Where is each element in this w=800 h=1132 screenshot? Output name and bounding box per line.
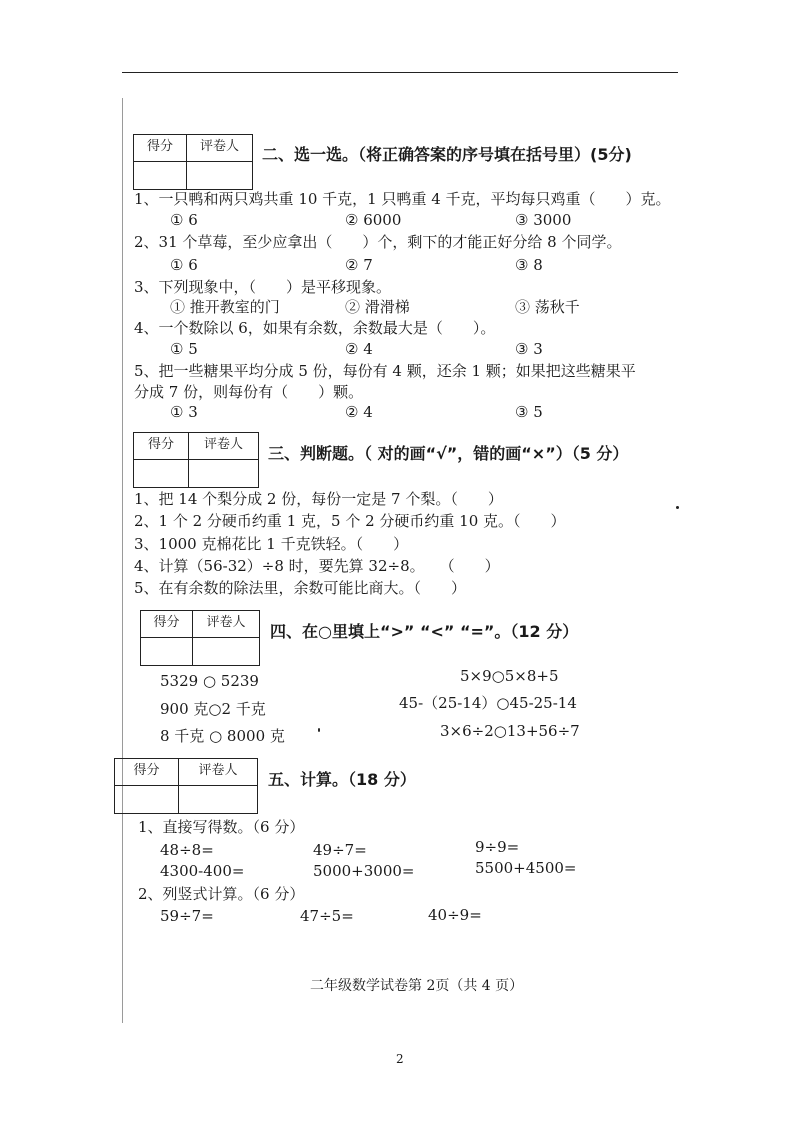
option: ② 4 <box>345 340 373 358</box>
score-cell <box>134 162 187 189</box>
grader-label: 评卷人 <box>187 135 252 162</box>
option: ③ 3000 <box>515 211 572 229</box>
score-box <box>140 610 260 666</box>
section-3-title: 三、判断题。（ 对的画“√”，错的画“×”）（5 分） <box>268 444 629 463</box>
option: ② 6000 <box>345 211 402 229</box>
score-label: 得分 <box>141 611 193 638</box>
calc-item: 48÷8= <box>160 841 214 859</box>
compare-item: 5329 ○ 5239 <box>160 672 259 690</box>
calc-item: 9÷9= <box>475 838 520 856</box>
calc-item: 4300-400= <box>160 862 245 880</box>
scan-speck <box>318 728 320 732</box>
question: 2、31 个草莓，至少应拿出（ ）个，剩下的才能正好分给 8 个同学。 <box>134 233 622 251</box>
true-false-item: 1、把 14 个梨分成 2 份，每份一定是 7 个梨。（ ） <box>134 490 503 508</box>
section-5-title: 五、计算。（18 分） <box>268 770 416 789</box>
question: 5、把一些糖果平均分成 5 份，每份有 4 颗，还余 1 颗；如果把这些糖果平 <box>134 362 636 380</box>
option: ① 6 <box>170 211 198 229</box>
option: ① 5 <box>170 340 198 358</box>
score-label: 得分 <box>115 759 179 786</box>
calc-item: 40÷9= <box>428 906 482 924</box>
true-false-item: 3、1000 克棉花比 1 千克铁轻。（ ） <box>134 535 409 553</box>
compare-item: 8 千克 ○ 8000 克 <box>160 727 285 745</box>
calc-item: 5000+3000= <box>313 862 415 880</box>
calc-item: 49÷7= <box>313 841 367 859</box>
score-cell <box>141 638 193 665</box>
true-false-item: 5、在有余数的除法里，余数可能比商大。（ ） <box>134 579 467 597</box>
score-box <box>133 134 253 190</box>
page-number: 2 <box>396 1052 404 1066</box>
subsection-title: 1、直接写得数。（6 分） <box>138 818 305 836</box>
score-box <box>133 432 259 488</box>
option: ③ 荡秋千 <box>515 298 580 316</box>
option: ① 推开教室的门 <box>170 298 280 316</box>
question: 1、一只鸭和两只鸡共重 10 千克，1 只鸭重 4 千克，平均每只鸡重（ ）克。 <box>134 190 671 208</box>
option: ② 7 <box>345 256 373 274</box>
true-false-item: 2、1 个 2 分硬币约重 1 克，5 个 2 分硬币约重 10 克。（ ） <box>134 512 566 530</box>
calc-item: 5500+4500= <box>475 859 577 877</box>
option: ② 4 <box>345 403 373 421</box>
score-label: 得分 <box>134 135 187 162</box>
option: ③ 8 <box>515 256 543 274</box>
calc-item: 47÷5= <box>300 907 354 925</box>
option: ① 6 <box>170 256 198 274</box>
option: ① 3 <box>170 403 198 421</box>
page-footer: 二年级数学试卷第 2页（共 4 页） <box>310 978 524 994</box>
score-label: 得分 <box>134 433 189 460</box>
question: 4、一个数除以 6，如果有余数，余数最大是（ ）。 <box>134 319 496 337</box>
question-continued: 分成 7 份，则每份有（ ）颗。 <box>134 383 364 401</box>
score-cell <box>134 460 189 487</box>
scan-edge-line <box>122 98 123 1023</box>
true-false-item: 4、计算（56-32）÷8 时，要先算 32÷8。 （ ） <box>134 557 500 575</box>
option: ③ 3 <box>515 340 543 358</box>
top-rule <box>122 72 678 73</box>
grader-label: 评卷人 <box>189 433 258 460</box>
calc-item: 59÷7= <box>160 907 214 925</box>
compare-item: 3×6÷2○13+56÷7 <box>440 722 580 740</box>
section-4-title: 四、在○里填上“>” “<” “=”。（12 分） <box>270 622 579 641</box>
grader-label: 评卷人 <box>193 611 259 638</box>
section-2-title: 二、选一选。（将正确答案的序号填在括号里）(5分) <box>262 145 632 164</box>
question: 3、下列现象中，（ ）是平移现象。 <box>134 278 392 296</box>
score-cell <box>115 786 179 813</box>
option: ② 滑滑梯 <box>345 298 410 316</box>
compare-item: 45-（25-14）○45-25-14 <box>399 694 577 712</box>
compare-item: 5×9○5×8+5 <box>460 667 559 685</box>
compare-item: 900 克○2 千克 <box>160 700 266 718</box>
grader-label: 评卷人 <box>179 759 257 786</box>
scan-speck <box>676 506 679 509</box>
option: ③ 5 <box>515 403 543 421</box>
score-box <box>114 758 258 814</box>
subsection-title: 2、列竖式计算。（6 分） <box>138 885 305 903</box>
